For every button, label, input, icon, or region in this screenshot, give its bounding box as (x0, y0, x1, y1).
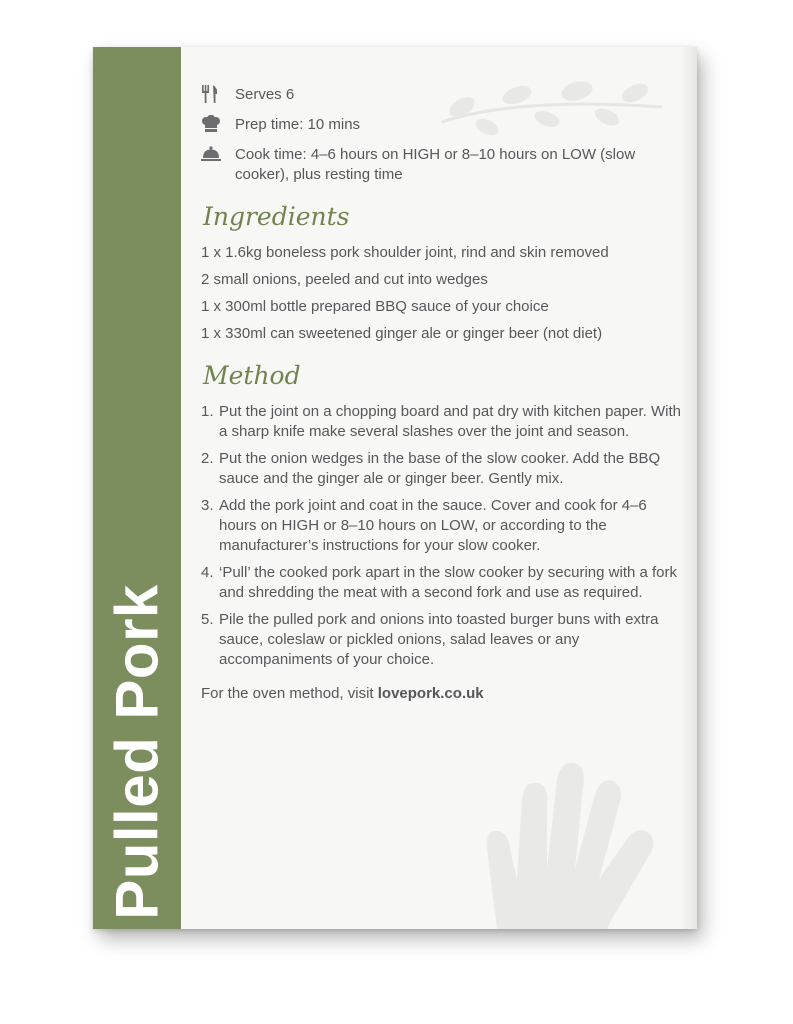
method-step (201, 496, 681, 556)
cook-time-row (201, 145, 681, 185)
cloche-icon (201, 145, 223, 163)
step-number: 3. (201, 497, 214, 514)
step-text: ‘Pull’ the cooked pork apart in the slow cooker by securing with a fork and shredding the meat with a second fork and use as required. (219, 564, 678, 601)
oven-method-note (201, 684, 681, 704)
title-spine (93, 47, 181, 929)
hand-decoration (477, 759, 677, 929)
step-number: 4. (201, 564, 214, 581)
cutlery-icon (201, 85, 223, 103)
step-number: 5. (201, 611, 214, 628)
prep-time-row (201, 115, 681, 135)
step-number: 2. (201, 450, 214, 467)
step-text: Add the pork joint and coat in the sauce. Cover and cook for 4–6 hours on HIGH or 8–10 hours on LOW, or according to the manufacturer’s instructions for your slow cooker. (219, 497, 647, 554)
cook-time-text: Cook time: 4–6 hours on HIGH or 8–10 hours on LOW (slow cooker), plus resting time (235, 146, 636, 183)
serves-text: Serves 6 (235, 86, 295, 103)
method-step (201, 449, 681, 489)
step-number: 1. (201, 403, 214, 420)
method-step (201, 610, 681, 670)
chef-hat-icon (201, 115, 223, 133)
ingredients-heading: Ingredients (203, 202, 350, 231)
recipe-card (93, 47, 697, 929)
method-step (201, 402, 681, 442)
step-text: Pile the pulled pork and onions into toasted burger buns with extra sauce, coleslaw or pickled onions, salad leaves or any accompaniments of your choice. (219, 611, 659, 668)
website-link[interactable]: lovepork.co.uk (377, 685, 484, 702)
page-edge-shade (681, 47, 697, 929)
method-heading: Method (203, 361, 301, 390)
oven-method-text: For the oven method, visit (201, 685, 378, 702)
method-step (201, 563, 681, 603)
ingredient-item: 1 x 300ml bottle prepared BBQ sauce of your choice (201, 298, 549, 315)
recipe-content (201, 85, 681, 704)
prep-time-text: Prep time: 10 mins (235, 116, 361, 133)
step-text: Put the onion wedges in the base of the slow cooker. Add the BBQ sauce and the ginger ale or ginger beer. Gently mix. (219, 450, 661, 487)
ingredient-item: 2 small onions, peeled and cut into wedges (201, 271, 488, 288)
recipe-title: Pulled Pork (103, 584, 171, 920)
serves-row (201, 85, 681, 105)
ingredient-item: 1 x 330ml can sweetened ginger ale or ginger beer (not diet) (201, 325, 603, 342)
step-text: Put the joint on a chopping board and pat dry with kitchen paper. With a sharp knife make several slashes over the joint and season. (219, 403, 681, 440)
ingredient-item: 1 x 1.6kg boneless pork shoulder joint, rind and skin removed (201, 244, 609, 261)
method-steps (201, 402, 681, 670)
